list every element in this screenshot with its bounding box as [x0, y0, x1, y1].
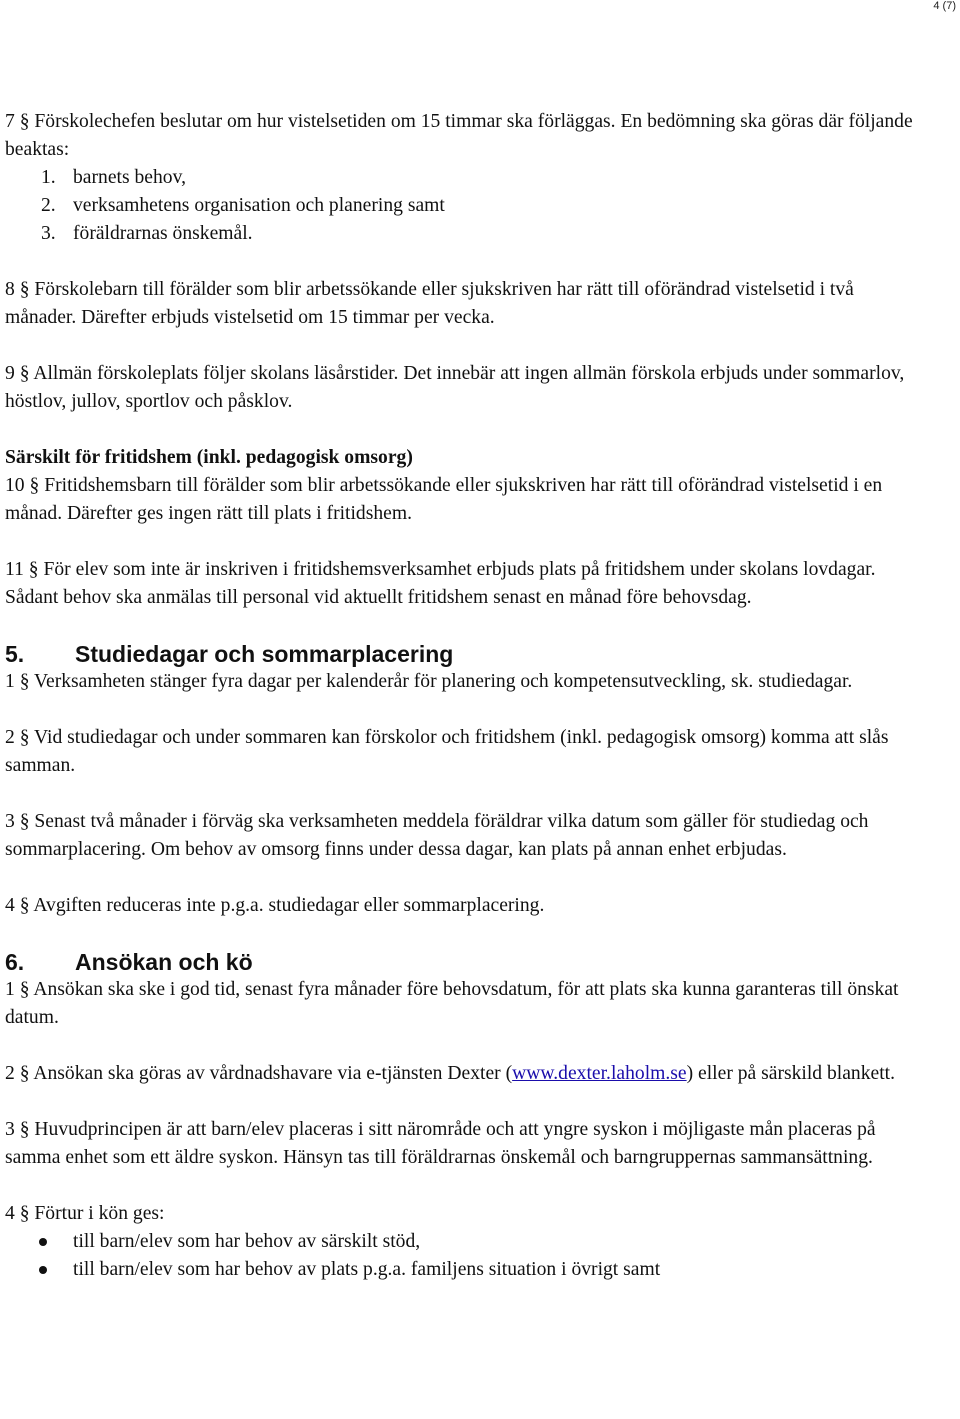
list-number: 3. — [41, 223, 56, 244]
section-5-paragraph-2 — [5, 724, 930, 780]
paragraph-text: Huvudprincipen är att barn/elev placeras i sitt närområde och att yngre syskon i möjligaste mån placeras på samma enhet som ett äldre syskon. Hänsyn tas till föräldrarnas önskemål och barngruppernas sammansättning. — [5, 1119, 876, 1168]
section-sign: § — [19, 895, 30, 916]
section-sign: § — [19, 363, 30, 384]
criteria-list — [5, 164, 930, 248]
section-6-paragraph-2 — [5, 1060, 930, 1088]
paragraph-number: 11 — [5, 559, 24, 580]
paragraph-text: Vid studiedagar och under sommaren kan förskolor och fritidshem (inkl. pedagogisk omsorg) komma att slås samman. — [5, 727, 889, 776]
section-5-paragraph-3 — [5, 808, 930, 864]
fortur-list — [5, 1228, 930, 1284]
section-sign: § — [19, 279, 30, 300]
paragraph-text: Fritidshemsbarn till förälder som blir arbetssökande eller sjukskriven har rätt till oförändrad vistelsetid i en månad. Därefter ges ingen rätt till plats i fritidshem. — [5, 475, 883, 524]
paragraph-7 — [5, 108, 930, 164]
section-sign: § — [19, 727, 30, 748]
paragraph-number: 3 — [5, 811, 15, 832]
paragraph-text: ) eller på särskild blankett. — [686, 1063, 895, 1084]
section-sign: § — [29, 475, 40, 496]
page-number: 4 (7) — [933, 0, 956, 12]
list-item — [41, 164, 930, 192]
paragraph-text: Allmän förskoleplats följer skolans läsårstider. Det innebär att ingen allmän förskola erbjuds under sommarlov, höstlov, jullov, sportlov och påsklov. — [5, 363, 905, 412]
list-item-text: verksamhetens organisation och planering samt — [73, 195, 445, 216]
paragraph-text: Avgiften reduceras inte p.g.a. studiedagar eller sommarplacering. — [33, 895, 545, 916]
paragraph-number: 1 — [5, 671, 15, 692]
section-sign: § — [19, 979, 30, 1000]
paragraph-number: 4 — [5, 1203, 15, 1224]
paragraph-text: Verksamheten stänger fyra dagar per kalenderår för planering och kompetensutveckling, sk. studiedagar. — [34, 671, 853, 692]
section-5-paragraph-4 — [5, 892, 930, 920]
section-sign: § — [19, 1063, 30, 1084]
paragraph-number: 8 — [5, 279, 15, 300]
list-number: 2. — [41, 195, 56, 216]
dexter-link[interactable]: www.dexter.laholm.se — [512, 1063, 687, 1084]
section-number: 6. — [5, 949, 25, 975]
paragraph-8 — [5, 276, 930, 332]
paragraph-number: 4 — [5, 895, 15, 916]
paragraph-number: 9 — [5, 363, 15, 384]
list-item-text: föräldrarnas önskemål. — [73, 223, 253, 244]
paragraph-text: Förskolechefen beslutar om hur vistelsetiden om 15 timmar ska förläggas. En bedömning ska göras där följande beaktas: — [5, 111, 913, 160]
fritidshem-heading: Särskilt för fritidshem (inkl. pedagogisk omsorg) — [5, 447, 413, 468]
section-sign: § — [28, 559, 39, 580]
section-title: Studiedagar och sommarplacering — [75, 641, 454, 667]
paragraph-9 — [5, 360, 930, 416]
section-5-paragraph-1 — [5, 668, 930, 696]
paragraph-text: Ansökan ska göras av vårdnadshavare via e-tjänsten Dexter ( — [33, 1063, 513, 1084]
section-sign: § — [19, 671, 30, 692]
paragraph-number: 3 — [5, 1119, 15, 1140]
paragraph-number: 2 — [5, 1063, 15, 1084]
paragraph-10 — [5, 472, 930, 528]
list-item — [41, 192, 930, 220]
section-6-paragraph-4 — [5, 1200, 930, 1228]
paragraph-11 — [5, 556, 930, 612]
paragraph-number: 7 — [5, 111, 15, 132]
section-6-heading — [5, 948, 930, 976]
section-title: Ansökan och kö — [75, 949, 253, 975]
section-number: 5. — [5, 641, 25, 667]
section-sign: § — [19, 811, 30, 832]
paragraph-text: För elev som inte är inskriven i fritidshemsverksamhet erbjuds plats på fritidshem under skolans lovdagar. Sådant behov ska anmälas till personal vid aktuellt fritidshem senast en månad före behovsdag. — [5, 559, 876, 608]
section-sign: § — [19, 111, 30, 132]
paragraph-number: 10 — [5, 475, 25, 496]
list-item: till barn/elev som har behov av särskilt stöd, — [73, 1228, 930, 1256]
list-number: 1. — [41, 167, 56, 188]
paragraph-number: 2 — [5, 727, 15, 748]
paragraph-text: Ansökan ska ske i god tid, senast fyra månader före behovsdatum, för att plats ska kunna garanteras till önskat datum. — [5, 979, 899, 1028]
paragraph-text: Förskolebarn till förälder som blir arbetssökande eller sjukskriven har rätt till oförändrad vistelsetid i två månader. Därefter erbjuds vistelsetid om 15 timmar per vecka. — [5, 279, 854, 328]
list-item — [41, 220, 930, 248]
section-sign: § — [19, 1203, 30, 1224]
section-sign: § — [19, 1119, 30, 1140]
section-5-heading — [5, 640, 930, 668]
document-body — [5, 108, 930, 1284]
paragraph-text: Förtur i kön ges: — [34, 1203, 165, 1224]
paragraph-number: 1 — [5, 979, 15, 1000]
section-6-paragraph-1 — [5, 976, 930, 1032]
paragraph-text: Senast två månader i förväg ska verksamheten meddela föräldrar vilka datum som gäller för studiedag och sommarplacering. Om behov av omsorg finns under dessa dagar, kan plats på annan enhet erbjudas. — [5, 811, 869, 860]
list-item: till barn/elev som har behov av plats p.g.a. familjens situation i övrigt samt — [73, 1256, 930, 1284]
section-6-paragraph-3 — [5, 1116, 930, 1172]
list-item-text: barnets behov, — [73, 167, 186, 188]
